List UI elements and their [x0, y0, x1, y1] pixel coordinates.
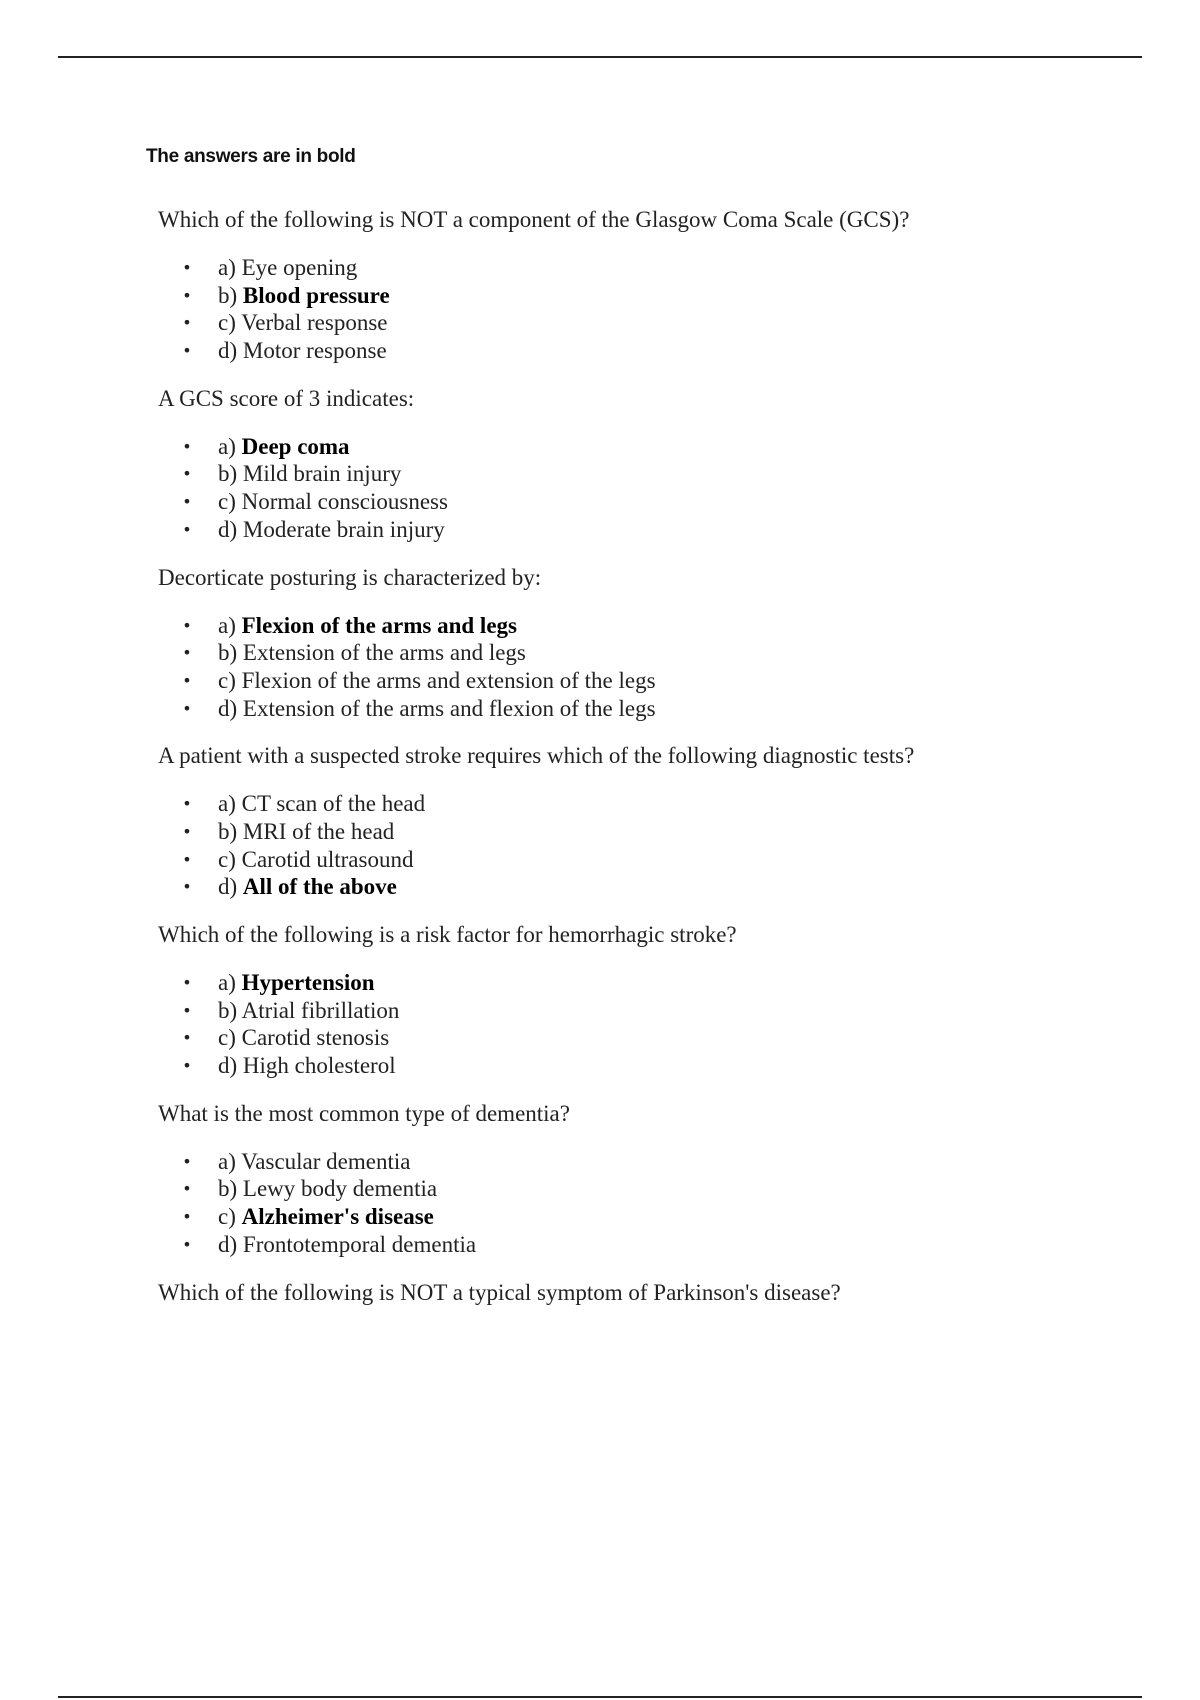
option-letter: c): [218, 489, 236, 515]
option-item: [158, 433, 1138, 461]
option-item: [158, 1203, 1138, 1231]
page-heading: The answers are in bold: [146, 146, 356, 167]
option-text: Flexion of the arms and extension of the legs: [241, 667, 656, 693]
bottom-divider: [58, 1696, 1142, 1698]
options-list: [158, 969, 1138, 1080]
option-letter: a): [218, 612, 236, 638]
option-letter: a): [218, 433, 236, 459]
bullet-icon: •: [182, 436, 192, 456]
option-text: Vascular dementia: [241, 1148, 411, 1174]
bullet-icon: •: [182, 973, 192, 992]
option-letter: a): [218, 970, 236, 995]
option-text: Atrial fibrillation: [241, 997, 400, 1023]
option-text: Extension of the arms and legs: [242, 640, 526, 666]
top-divider: [58, 56, 1142, 58]
correct-answer-text: Hypertension: [241, 970, 375, 995]
option-item: [158, 1024, 1138, 1052]
option-item: [158, 969, 1138, 997]
option-text: Mild brain injury: [242, 461, 402, 487]
bullet-icon: •: [182, 821, 192, 841]
question-text: Which of the following is NOT a typical symptom of Parkinson's disease?: [158, 1279, 841, 1305]
option-letter: d): [218, 338, 238, 364]
bullet-icon: •: [182, 849, 192, 869]
bullet-icon: •: [182, 643, 192, 663]
option-item: [158, 1052, 1138, 1080]
option-text: Frontotemporal dementia: [242, 1231, 477, 1257]
bullet-icon: •: [182, 341, 192, 361]
option-letter: c): [218, 1204, 236, 1230]
bullet-icon: •: [182, 1234, 192, 1254]
option-letter: a): [218, 255, 236, 280]
question-block: [158, 913, 1138, 1080]
option-text: Carotid stenosis: [241, 1025, 390, 1051]
option-item: [158, 254, 1138, 282]
option-letter: d): [218, 874, 238, 900]
option-item: [158, 818, 1138, 846]
bullet-icon: •: [182, 1151, 192, 1171]
correct-answer-text: Blood pressure: [242, 282, 390, 308]
option-item: [158, 1175, 1138, 1203]
option-letter: b): [218, 997, 238, 1023]
option-letter: b): [218, 818, 238, 844]
bullet-icon: •: [182, 698, 192, 718]
option-text: Moderate brain injury: [242, 516, 445, 542]
bullet-icon: •: [182, 615, 192, 635]
question-block: [158, 1092, 1138, 1259]
bullet-icon: •: [182, 519, 192, 539]
options-list: [158, 254, 1138, 365]
option-item: [158, 282, 1138, 310]
option-text: Carotid ultrasound: [241, 846, 414, 872]
question-block: [158, 1271, 1138, 1315]
question-block: [158, 377, 1138, 544]
option-item: [158, 667, 1138, 695]
option-text: CT scan of the head: [241, 791, 426, 817]
bullet-icon: •: [182, 794, 192, 814]
option-item: [158, 612, 1138, 640]
option-item: [158, 997, 1138, 1025]
bullet-icon: •: [182, 285, 192, 305]
option-text: Extension of the arms and flexion of the legs: [242, 695, 656, 721]
option-letter: d): [218, 1231, 238, 1257]
options-list: [158, 1148, 1138, 1259]
option-item: [158, 516, 1138, 544]
bullet-icon: •: [182, 258, 192, 277]
option-letter: b): [218, 1176, 238, 1202]
option-letter: c): [218, 846, 236, 872]
correct-answer-text: Alzheimer's disease: [241, 1204, 434, 1230]
options-list: [158, 612, 1138, 723]
option-text: Motor response: [242, 338, 387, 364]
quiz-content: [158, 198, 1138, 1315]
option-letter: c): [218, 310, 236, 336]
bullet-icon: •: [182, 877, 192, 897]
option-text: Eye opening: [241, 255, 358, 280]
bullet-icon: •: [182, 492, 192, 512]
bullet-icon: •: [182, 670, 192, 690]
option-item: [158, 790, 1138, 818]
bullet-icon: •: [182, 1000, 192, 1020]
bullet-icon: •: [182, 313, 192, 333]
option-letter: d): [218, 1053, 238, 1079]
option-letter: d): [218, 695, 238, 721]
option-letter: a): [218, 791, 236, 817]
option-item: [158, 695, 1138, 723]
option-item: [158, 460, 1138, 488]
option-letter: b): [218, 461, 238, 487]
question-text: A patient with a suspected stroke requires which of the following diagnostic tests?: [158, 743, 915, 769]
options-list: [158, 790, 1138, 901]
option-item: [158, 309, 1138, 337]
question-block: [158, 734, 1138, 901]
option-item: [158, 1231, 1138, 1259]
option-text: High cholesterol: [242, 1053, 396, 1079]
question-text: Which of the following is NOT a component of the Glasgow Coma Scale (GCS)?: [158, 207, 910, 232]
option-item: [158, 337, 1138, 365]
option-text: Normal consciousness: [241, 489, 448, 515]
option-item: [158, 846, 1138, 874]
option-letter: b): [218, 282, 238, 308]
option-letter: c): [218, 1025, 236, 1051]
option-letter: a): [218, 1148, 236, 1174]
option-letter: c): [218, 667, 236, 693]
correct-answer-text: Flexion of the arms and legs: [241, 612, 517, 638]
question-text: Decorticate posturing is characterized by:: [158, 564, 542, 590]
options-list: [158, 433, 1138, 544]
question-text: What is the most common type of dementia?: [158, 1100, 570, 1126]
option-letter: d): [218, 516, 238, 542]
bullet-icon: •: [182, 1056, 192, 1076]
correct-answer-text: All of the above: [242, 874, 397, 900]
option-item: [158, 488, 1138, 516]
question-text: Which of the following is a risk factor for hemorrhagic stroke?: [158, 922, 737, 947]
bullet-icon: •: [182, 1207, 192, 1227]
correct-answer-text: Deep coma: [241, 433, 350, 459]
bullet-icon: •: [182, 1179, 192, 1199]
option-item: [158, 873, 1138, 901]
option-item: [158, 639, 1138, 667]
option-text: Lewy body dementia: [242, 1176, 438, 1202]
option-text: Verbal response: [241, 310, 388, 336]
option-text: MRI of the head: [242, 818, 395, 844]
question-block: [158, 556, 1138, 723]
question-text: A GCS score of 3 indicates:: [158, 385, 415, 411]
option-item: [158, 1148, 1138, 1176]
option-letter: b): [218, 640, 238, 666]
question-block: [158, 198, 1138, 365]
bullet-icon: •: [182, 464, 192, 484]
bullet-icon: •: [182, 1028, 192, 1048]
